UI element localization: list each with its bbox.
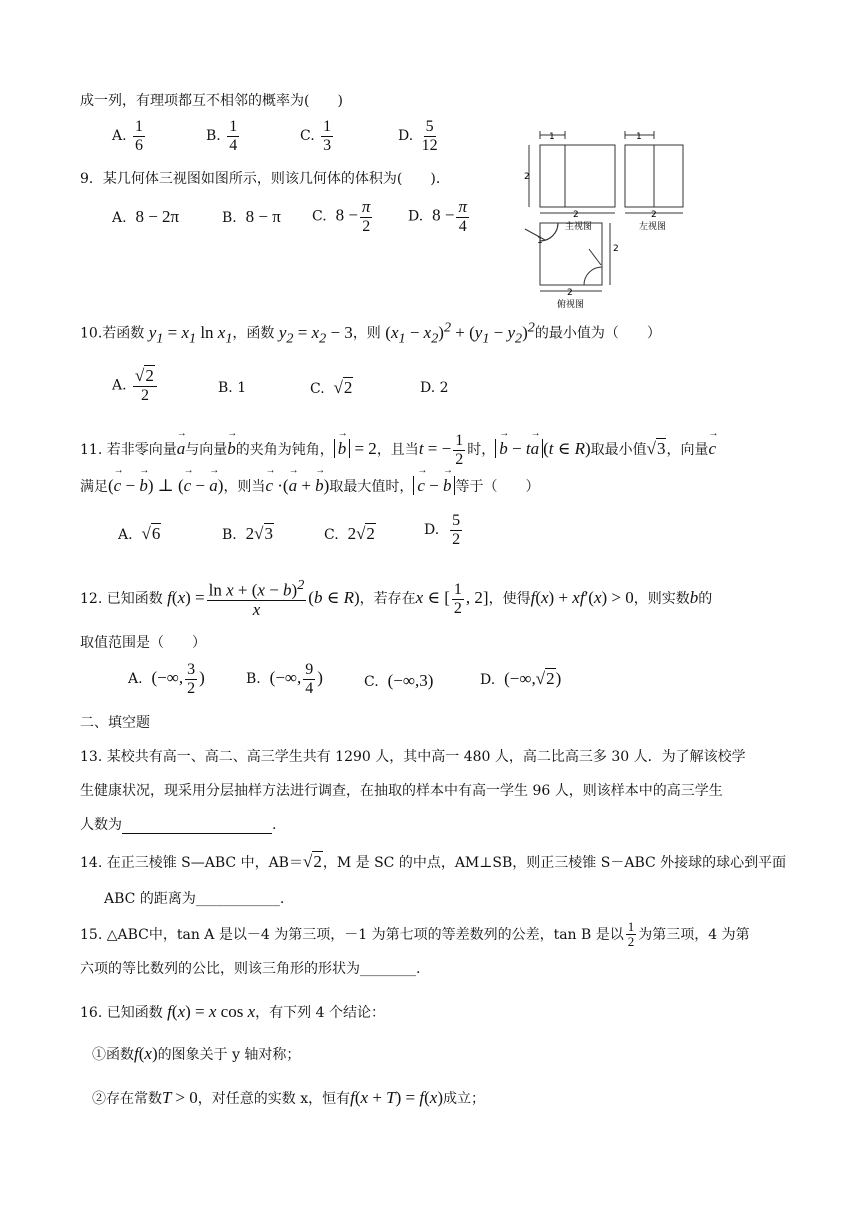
q13-line1: 13. 某校共有高一、高二、高三学生共有 1290 人，其中高一 480 人，高二比高三多 30 人．为了解该校学 (80, 749, 746, 765)
side-view (625, 131, 683, 232)
side-bottom-dim: 2 (651, 210, 657, 220)
q8-a-den: 6 (135, 136, 144, 154)
q8-a-num: 1 (135, 118, 144, 135)
q14-line1: 14. 在正三棱锥 S—ABC 中，AB＝√2，M 是 SC 的中点，AM⊥SB，则正三棱锥 S－ABC 外接球的球心到平面 (80, 852, 787, 871)
front-view-label: 主视图 (565, 222, 593, 232)
top-radius-dim: 1 (537, 236, 543, 246)
q11-stem-line1: 11. 若非零向量→ a与向量→ b的夹角为钝角，→ b = 2，且当t = − $\frac{1}{2}$ 时，→ b − t→ a (t ∈ R)取最小值√3，向量→ c (80, 432, 716, 468)
q10-stem: 10.若函数 $y_1 = x_1$ $\ln x_1$，函数 $y_2 = x_2 - 3$，则 $(x_1 - x_2)^2 + (y_1 - y_2)^2$的最小值为（ ） (80, 319, 661, 347)
q10-option-a: A. $\frac{√2}{2}$ (112, 367, 159, 404)
q8-option-c: C. $\frac{1}{3}$ (300, 118, 332, 154)
q8-c-num: 1 (323, 118, 332, 135)
q13-answer-blank[interactable] (122, 817, 272, 834)
top-right-dim: 2 (613, 244, 619, 254)
q8-tail: 成一列，有理项都互不相邻的概率为( ) (80, 93, 343, 109)
top-view-label: 俯视图 (557, 300, 585, 310)
q10-expr-dist: $(x_1 - x_2)^2 + (y_1 - y_2)^2$ (385, 319, 535, 347)
q15-answer-blank[interactable]: ________ (360, 961, 416, 977)
q12-stem-line1: 12. 已知函数 f(x) = $\frac{\ln x + (x - b)^2}{x}$ (b ∈ R)，若存在x ∈ [ $\frac{1}{2}$ , 2]，使得f(x) + xf′(x) > 0，则实数b的 (80, 577, 713, 620)
q10-option-b: B. 1 (218, 380, 247, 396)
three-view-figure (515, 125, 705, 310)
q9-stem: 9．某几何体三视图如图所示，则该几何体的体积为( )． (80, 171, 450, 187)
q8-option-b: B. $\frac{1}{4}$ (206, 118, 238, 154)
q12-stem-line2: 取值范围是（ ） (80, 635, 206, 651)
q8-option-d: D. $\frac{5}{12}$ (398, 118, 438, 154)
top-bottom-dim: 2 (567, 288, 573, 298)
q11-option-a: A. √6 (118, 524, 161, 543)
front-top-dim: 1 (549, 132, 555, 142)
q10-option-c: C. √2 (310, 378, 353, 397)
side-view-label: 左视图 (639, 222, 667, 232)
q8-b-den: 4 (229, 136, 238, 154)
q9-option-c: C. 8 − $\frac{\pi}{2}$ (312, 197, 371, 235)
q8-c-den: 3 (323, 136, 332, 154)
q9-option-b: B. 8 − π (222, 207, 281, 226)
q12-option-c: C. (−∞,3) (364, 671, 434, 690)
side-top-dim: 1 (636, 132, 642, 142)
q8-option-a: A. $\frac{1}{6}$ (112, 118, 144, 154)
front-side-dim: 2 (524, 172, 530, 182)
q11-option-c: C. 2√2 (324, 524, 375, 543)
q9-option-d: D. 8 − $\frac{\pi}{4}$ (408, 197, 467, 235)
q8-d-num: 5 (425, 118, 434, 135)
q15-line1: 15. △ABC中，tan A 是以－4 为第三项，－1 为第七项的等差数列的公差，tan B 是以 $\frac{1}{2}$ 为第三项，4 为第 (80, 919, 750, 950)
q10-expr-y1: $y_1 = x_1$ $\ln x_1$ (148, 322, 233, 347)
q12-option-b: B. (−∞, $\frac{9}{4}$ ) (246, 661, 323, 697)
q13-line3: 人数为 . (80, 817, 277, 833)
q10-option-d: D. 2 (420, 380, 449, 396)
q8-b-num: 1 (229, 118, 238, 135)
section-fill-in-title: 二、填空题 (80, 715, 150, 731)
q11-stem-line2: 满足(→ c − → b) ⊥ (→ c − → a)，则当→ c ·(→ a + → b)取最大值时，→ c − → b 等于（ ） (80, 476, 539, 496)
q12-option-d: D. (−∞,√2) (480, 669, 562, 688)
q10-expr-y2: $y_2 = x_2 - 3$ (278, 322, 353, 347)
q16-statement-1: ①函数f(x)的图象关于 y 轴对称； (92, 1044, 301, 1063)
q11-option-b: B. 2√3 (222, 524, 273, 543)
front-bottom-dim: 2 (573, 210, 579, 220)
q8-d-den: 12 (421, 136, 438, 154)
q14-line2: ABC 的距离为____________. (104, 891, 285, 907)
top-view (525, 223, 619, 310)
front-view (524, 131, 615, 232)
q15-line2: 六项的等比数列的公比，则该三角形的形状为________. (80, 961, 421, 977)
q11-option-d: D. $\frac{5}{2}$ (424, 512, 461, 548)
q16-stem: 16. 已知函数 f(x) = x cos x，有下列 4 个结论： (80, 1002, 385, 1021)
q9-option-a: A. 8 − 2π (112, 207, 180, 226)
q13-line2: 生健康状况，现采用分层抽样方法进行调查，在抽取的样本中有高一学生 96 人，则该样本中的高三学生 (80, 783, 723, 799)
q14-answer-blank[interactable]: ____________ (195, 891, 280, 907)
q16-statement-2: ②存在常数T > 0，对任意的实数 x，恒有f(x + T) = f(x)成立； (92, 1088, 485, 1107)
q12-option-a: A. (−∞, $\frac{3}{2}$ ) (128, 661, 205, 697)
